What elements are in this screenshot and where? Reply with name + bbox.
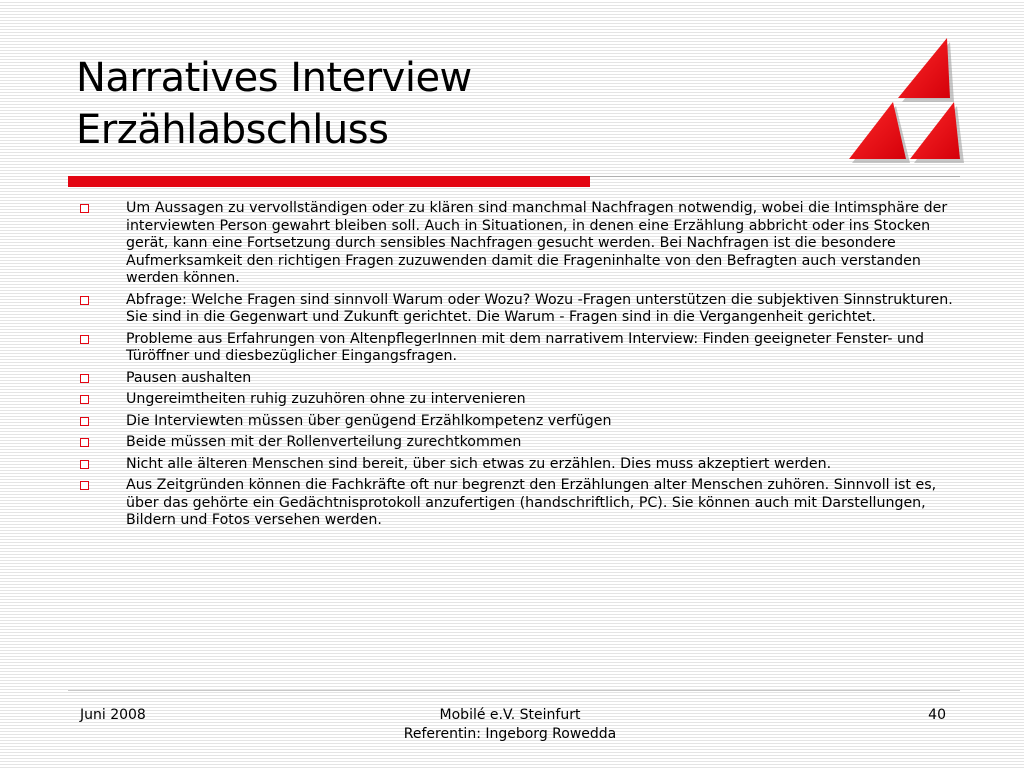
bullet-item: [76, 413, 956, 431]
bullet-list: [76, 200, 956, 534]
title-underline-rule: [590, 176, 960, 177]
bullet-item: [76, 434, 956, 452]
bullet-item: [76, 477, 956, 530]
hollow-square-bullet-icon: [80, 204, 89, 213]
hollow-square-bullet-icon: [80, 460, 89, 469]
footer-organization: [360, 706, 660, 744]
hollow-square-bullet-icon: [80, 481, 89, 490]
bullet-text: Abfrage: Welche Fragen sind sinnvoll Warum oder Wozu? Wozu -Fragen unterstützen die subjektiven Sinnstrukturen. Sie sind in die Gegenwart und Zukunft gerichtet. Die Warum - Fragen sind in die Vergangenheit gerichtet.: [126, 291, 953, 325]
bullet-item: [76, 331, 956, 366]
bullet-text: Beide müssen mit der Rollenverteilung zurechtkommen: [126, 434, 522, 450]
bullet-text: Ungereimtheiten ruhig zuzuhören ohne zu intervenieren: [126, 391, 526, 407]
footer-org-line-2: Referentin: Ingeborg Rowedda: [403, 726, 617, 742]
bullet-text: Um Aussagen zu vervollständigen oder zu klären sind manchmal Nachfragen notwendig, wobei die Intimsphäre der interviewten Person gewahrt bleiben soll. Auch in Situationen, in denen eine Erzählung abbricht oder ins Stocken gerät, kann eine Fortsetzung durch sensibles Nachfragen gesucht werden. Bei Nachfragen ist die besondere Aufmerksamkeit den richtigen Fragen zuzuwenden damit die Frageninhalte von den Befragten auch verstanden werden können.: [126, 200, 948, 286]
bullet-text: Pausen aushalten: [126, 369, 252, 386]
page-number: 40: [928, 707, 946, 723]
footer-divider: [68, 690, 960, 691]
footer-org-line-1: Mobilé e.V. Steinfurt: [439, 707, 581, 723]
bullet-text: Probleme aus Erfahrungen von AltenpflegerInnen mit dem narrativem Interview: Finden geeigneter Fenster- und Türöffner und diesbezüglicher Eingangsfragen.: [126, 330, 925, 364]
hollow-square-bullet-icon: [80, 395, 89, 404]
hollow-square-bullet-icon: [80, 296, 89, 305]
red-triangles-logo-icon: [846, 34, 966, 166]
hollow-square-bullet-icon: [80, 438, 89, 447]
hollow-square-bullet-icon: [80, 417, 89, 426]
bullet-item: [76, 456, 956, 474]
bullet-item: [76, 292, 956, 327]
slide-title-line-2: Erzählabschluss: [76, 107, 389, 153]
bullet-text: Nicht alle älteren Menschen sind bereit, über sich etwas zu erzählen. Dies muss akzeptiert werden.: [126, 455, 832, 472]
slide-title-line-1: Narratives Interview: [76, 55, 472, 101]
slide-title: [76, 52, 472, 156]
title-underline-accent: [68, 176, 590, 187]
bullet-item: [76, 391, 956, 409]
bullet-item: [76, 200, 956, 288]
footer-date: Juni 2008: [80, 707, 146, 723]
hollow-square-bullet-icon: [80, 374, 89, 383]
hollow-square-bullet-icon: [80, 335, 89, 344]
bullet-text: Die Interviewten müssen über genügend Erzählkompetenz verfügen: [126, 412, 612, 429]
bullet-item: [76, 370, 956, 388]
bullet-text: Aus Zeitgründen können die Fachkräfte oft nur begrenzt den Erzählungen alter Menschen zuhören. Sinnvoll ist es, über das gehörte ein Gedächtnisprotokoll anzufertigen (handschriftlich, PC). Sie können auch mit Darstellungen, Bildern und Fotos versehen werden.: [126, 477, 937, 528]
